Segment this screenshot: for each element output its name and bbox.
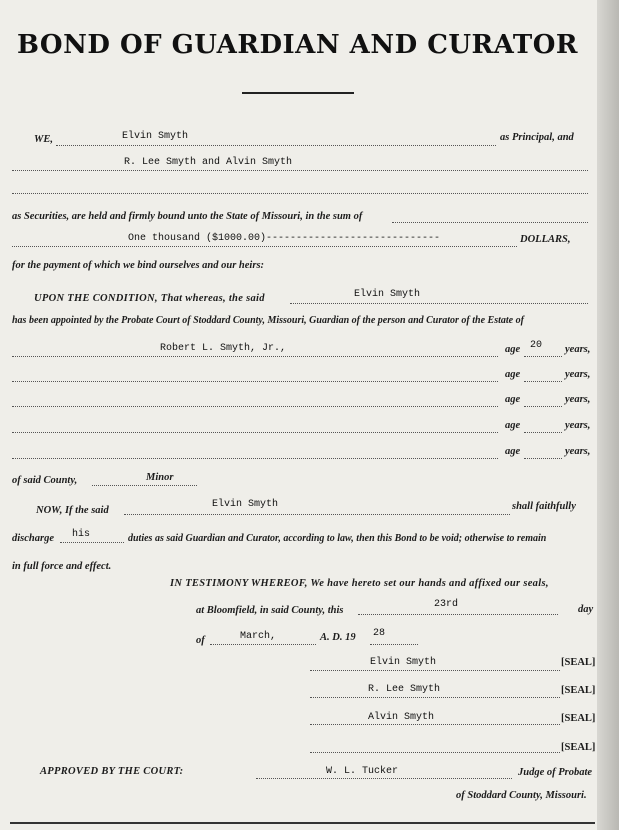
sum-line-a	[392, 222, 588, 223]
ward-age: 20	[530, 340, 543, 351]
seal-2: [SEAL]	[561, 685, 596, 696]
day-value: 23rd	[434, 599, 459, 610]
age-line-3	[524, 406, 562, 407]
seal-3: [SEAL]	[561, 713, 596, 724]
age-label-2: age	[505, 369, 521, 380]
signature-1: Elvin Smyth	[370, 657, 437, 668]
ward-line-4	[12, 432, 498, 433]
at-bloomfield-label: at Bloomfield, in said County, this	[196, 605, 344, 616]
ward-line-3	[12, 406, 498, 407]
ward-name: Robert L. Smyth, Jr.,	[160, 343, 287, 354]
years-label-2: years,	[565, 369, 591, 380]
now-if-label: NOW, If the said	[36, 505, 109, 516]
title-underline	[242, 92, 354, 94]
testimony-text: IN TESTIMONY WHEREOF, We have hereto set our hands and affixed our seals,	[170, 578, 549, 589]
securities-names: R. Lee Smyth and Alvin Smyth	[124, 157, 293, 168]
principal-line	[56, 145, 496, 146]
appointed-text: has been appointed by the Probate Court of Stoddard County, Missouri, Guardian of the person and Curator of the Estate of	[12, 315, 524, 326]
signature-line-4	[310, 752, 560, 753]
age-label-4: age	[505, 420, 521, 431]
discharge-label: discharge	[12, 533, 54, 544]
age-label-1: age	[505, 344, 521, 355]
pronoun-line	[60, 542, 124, 543]
year-value: 28	[373, 628, 386, 639]
judge-of-probate-label: Judge of Probate	[518, 767, 593, 778]
ward-line-2	[12, 381, 498, 382]
now-name: Elvin Smyth	[212, 499, 279, 510]
payment-text: for the payment of which we bind ourselves and our heirs:	[12, 260, 265, 271]
ward-line-1	[12, 356, 498, 357]
approved-label: APPROVED BY THE COURT:	[40, 766, 184, 777]
ward-line-5	[12, 458, 498, 459]
judge-line	[256, 778, 512, 779]
page-edge-shadow	[597, 0, 619, 830]
day-line	[358, 614, 558, 615]
said-name: Elvin Smyth	[354, 289, 421, 300]
years-label-4: years,	[565, 420, 591, 431]
years-label-5: years,	[565, 446, 591, 457]
bond-sum: One thousand ($1000.00)-----------------------------	[128, 233, 441, 244]
as-principal-label: as Principal, and	[500, 132, 574, 143]
bottom-rule	[10, 822, 595, 824]
of-label: of	[196, 635, 205, 646]
of-said-county-label: of said County,	[12, 475, 78, 486]
shall-faithfully-label: shall faithfully	[512, 501, 576, 512]
seal-4: [SEAL]	[561, 742, 596, 753]
blank-line-1	[12, 193, 588, 194]
signature-line-2	[310, 697, 560, 698]
upon-condition-text: UPON THE CONDITION, That whereas, the said	[34, 293, 265, 304]
age-label-3: age	[505, 394, 521, 405]
years-label-1: years,	[565, 344, 591, 355]
document-title: BOND OF GUARDIAN AND CURATOR	[16, 30, 579, 60]
ad-label: A. D. 19	[320, 632, 356, 643]
now-name-line	[124, 514, 510, 515]
securities-line	[12, 170, 588, 171]
signature-line-1	[310, 670, 560, 671]
age-line-4	[524, 432, 562, 433]
said-name-line	[290, 303, 588, 304]
judge-name: W. L. Tucker	[326, 766, 399, 777]
county-court-label: of Stoddard County, Missouri.	[456, 790, 587, 801]
signature-2: R. Lee Smyth	[368, 684, 441, 695]
minor-text: Minor	[146, 472, 174, 483]
years-label-3: years,	[565, 394, 591, 405]
year-line	[370, 644, 418, 645]
principal-name: Elvin Smyth	[122, 131, 189, 142]
sum-line	[12, 246, 517, 247]
age-line-1	[524, 356, 562, 357]
month-value: March,	[240, 631, 277, 642]
age-line-2	[524, 381, 562, 382]
minor-line	[92, 485, 197, 486]
month-line	[210, 644, 316, 645]
age-label-5: age	[505, 446, 521, 457]
signature-3: Alvin Smyth	[368, 712, 435, 723]
day-label: day	[578, 604, 594, 615]
age-line-5	[524, 458, 562, 459]
signature-line-3	[310, 724, 560, 725]
we-label: WE,	[34, 134, 53, 145]
pronoun: his	[72, 529, 91, 540]
as-securities-text: as Securities, are held and firmly bound unto the State of Missouri, in the sum of	[12, 211, 363, 222]
duties-text: duties as said Guardian and Curator, according to law, then this Bond to be void; otherwise to remain	[128, 533, 547, 544]
full-force-text: in full force and effect.	[12, 561, 112, 572]
seal-1: [SEAL]	[561, 657, 596, 668]
dollars-label: DOLLARS,	[520, 234, 571, 245]
